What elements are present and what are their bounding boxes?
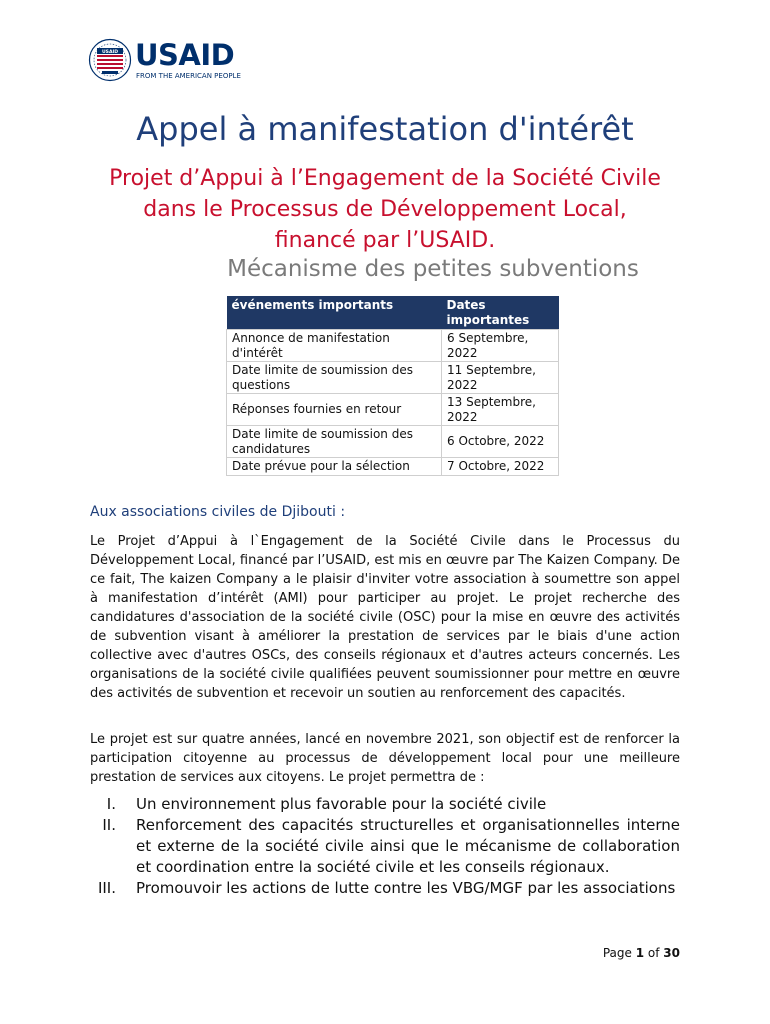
mechanism-heading: Mécanisme des petites subventions	[227, 256, 639, 282]
page-total: 30	[663, 946, 680, 960]
section-heading: Aux associations civiles de Djibouti :	[90, 504, 346, 520]
table-row	[227, 458, 559, 476]
page-number	[603, 946, 680, 960]
page-title: Appel à manifestation d'intérêt	[136, 110, 634, 148]
event-cell: Date limite de soumission des candidatures	[227, 426, 442, 458]
events-table	[226, 296, 559, 476]
table-row	[227, 394, 559, 426]
project-paragraph: Le projet est sur quatre années, lancé en novembre 2021, son objectif est de renforcer la participation citoyenne au processus de développement local pour une meilleure prestation de services aux citoyens. Le projet permettra de :	[90, 732, 680, 785]
list-item	[90, 878, 680, 899]
objectives-list	[90, 794, 680, 899]
list-item-text: Renforcement des capacités structurelles et organisationnelles interne et externe de la société civile ainsi que le mécanisme de collaboration et coordination entre la société civile et les conseils régionaux.	[136, 816, 680, 876]
project-subtitle: Projet d’Appui à l’Engagement de la Société Civile dans le Processus de Développement Local, financé par l’USAID.	[109, 166, 661, 253]
page-current: 1	[635, 946, 645, 960]
list-item	[90, 815, 680, 878]
intro-paragraph: Le Projet d’Appui à l`Engagement de la Société Civile dans le Processus du Développement Local, financé par l’USAID, est mis en œuvre par The Kaizen Company. De ce fait, The kaizen Company a le plaisir d'inviter votre association à soumettre son appel à manifestation d’intérêt (AMI) pour participer au projet. Le projet recherche des candidatures d'association de la société civile (OSC) pour la mise en œuvre des activités de subvention visant à améliorer la prestation de services par le biais d'une action collective avec d'autres OSCs, des conseils régionaux et d'autres acteurs concernés. Les organisations de la société civile qualifiées peuvent soumissionner pour mettre en œuvre des activités de subvention et recevoir un soutien au renforcement des capacités.	[90, 534, 680, 701]
list-item-number: I.	[106, 795, 116, 813]
list-item-text: Promouvoir les actions de lutte contre les VBG/MGF par les associations	[136, 879, 676, 897]
date-cell: 6 Septembre, 2022	[442, 330, 559, 362]
events-table-header	[227, 296, 559, 330]
header-dates: Dates importantes	[442, 296, 559, 330]
list-item-text: Un environnement plus favorable pour la société civile	[136, 795, 547, 813]
list-item	[90, 794, 680, 815]
table-row	[227, 362, 559, 394]
event-cell: Annonce de manifestation d'intérêt	[227, 330, 442, 362]
usaid-logo	[88, 38, 248, 84]
date-cell: 11 Septembre, 2022	[442, 362, 559, 394]
date-cell: 6 Octobre, 2022	[442, 426, 559, 458]
usaid-tagline: FROM THE AMERICAN PEOPLE	[136, 72, 241, 80]
list-item-number: II.	[102, 816, 116, 834]
event-cell: Réponses fournies en retour	[227, 394, 442, 426]
svg-text:USAID: USAID	[101, 50, 119, 55]
list-item-number: III.	[97, 879, 116, 897]
page-of: of	[647, 946, 660, 960]
table-row	[227, 426, 559, 458]
usaid-seal-icon	[88, 38, 132, 82]
date-cell: 7 Octobre, 2022	[442, 458, 559, 476]
page-label: Page	[602, 946, 632, 960]
event-cell: Date prévue pour la sélection	[227, 458, 442, 476]
table-row	[227, 330, 559, 362]
date-cell: 13 Septembre, 2022	[442, 394, 559, 426]
event-cell: Date limite de soumission des questions	[227, 362, 442, 394]
usaid-wordmark: USAID	[135, 38, 235, 72]
header-events: événements importants	[227, 296, 442, 330]
